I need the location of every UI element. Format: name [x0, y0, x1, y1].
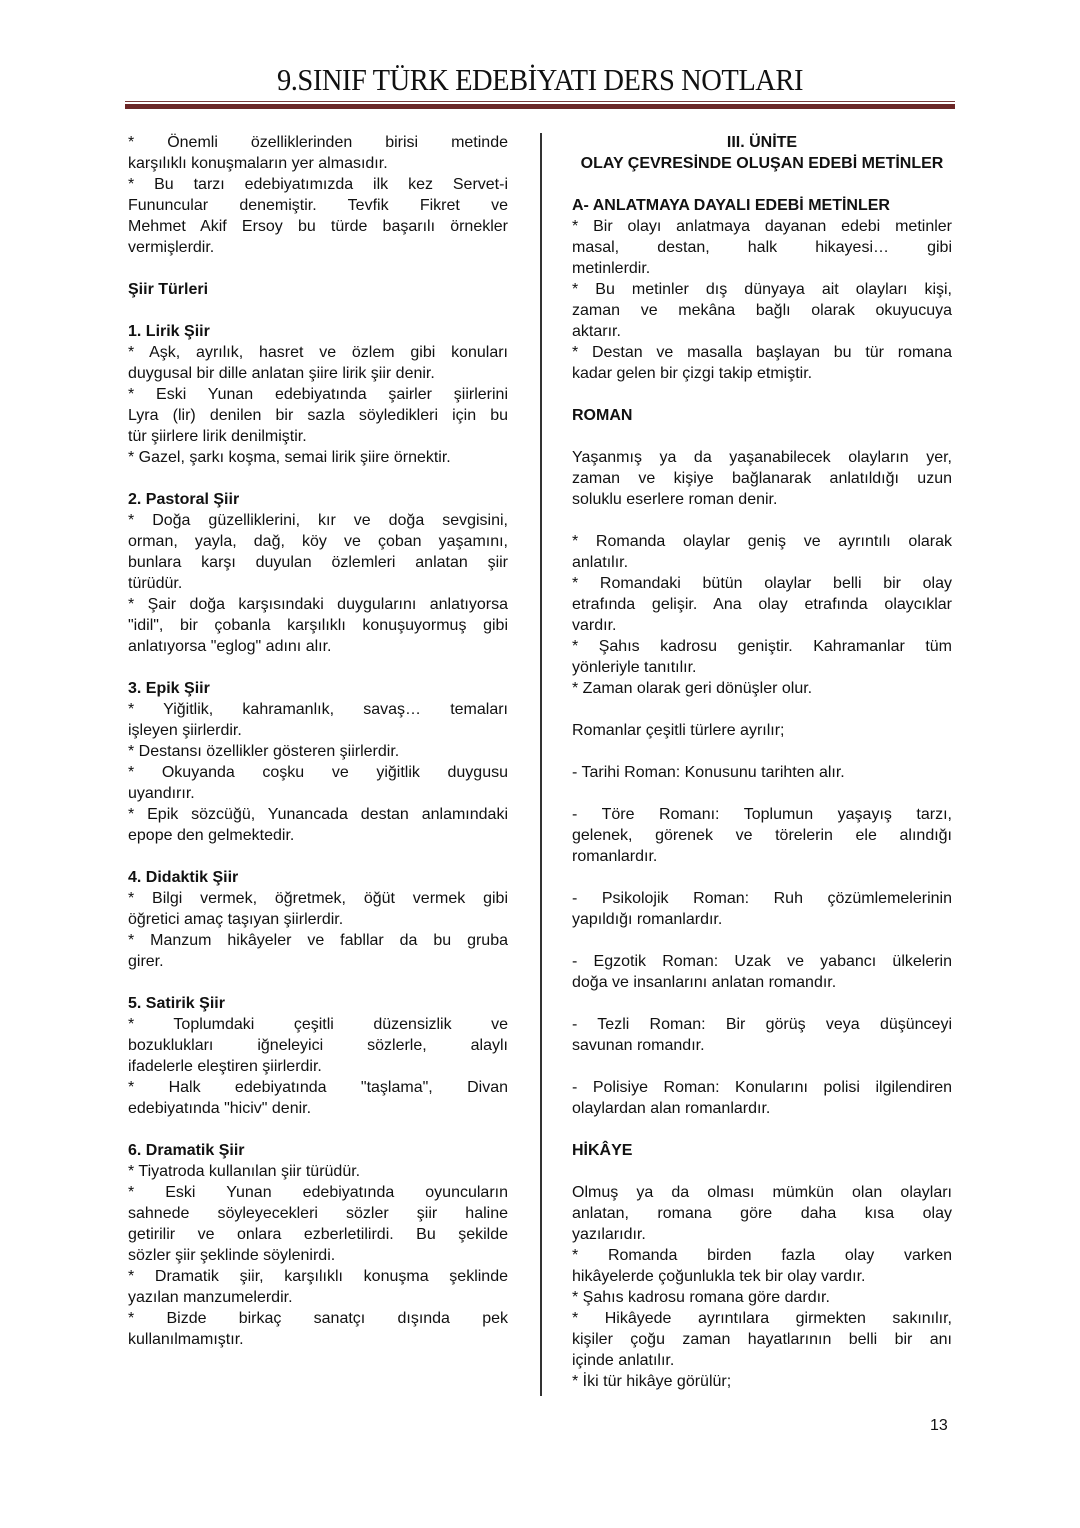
paragraph-line: Yaşanmış ya da yaşanabilecek olayların yer, — [572, 449, 952, 466]
page-number: 13 — [930, 1417, 948, 1434]
paragraph-line: yönleriyle tanıtılır. — [572, 659, 697, 676]
spacer — [128, 300, 508, 321]
spacer — [572, 1161, 952, 1182]
paragraph-line: * Önemli özelliklerinden birisi metinde — [128, 134, 508, 151]
paragraph-line: içinde anlatılır. — [572, 1352, 675, 1369]
paragraph-line: romanlardır. — [572, 848, 658, 865]
paragraph-line: kadar gelen bir çizgi takip etmiştir. — [572, 365, 813, 382]
spacer — [572, 993, 952, 1014]
paragraph-line: - Töre Romanı: Toplumun yaşayış tarzı, — [572, 806, 952, 823]
paragraph-line: işleyen şiirlerdir. — [128, 722, 242, 739]
spacer — [128, 657, 508, 678]
paragraph-line: anlatıyorsa "eglog" adını alır. — [128, 638, 332, 655]
paragraph-line: uyandırır. — [128, 785, 195, 802]
paragraph-line: Fununcular denemiştir. Tevfik Fikret ve — [128, 197, 508, 214]
paragraph-line: * Gazel, şarkı koşma, semai lirik şiire örnektir. — [128, 449, 451, 466]
header-rule — [125, 104, 955, 109]
paragraph-line: yazılan manzumelerdir. — [128, 1289, 293, 1306]
paragraph-line: * Romandaki bütün olaylar belli bir olay — [572, 575, 952, 592]
spacer — [128, 258, 508, 279]
paragraph-line: * İki tür hikâye görülür; — [572, 1373, 732, 1390]
paragraph-line: * Bizde birkaç sanatçı dışında pek — [128, 1310, 508, 1327]
spacer — [572, 1119, 952, 1140]
paragraph-line: vermişlerdir. — [128, 239, 215, 256]
paragraph-line: * Bilgi vermek, öğretmek, öğüt vermek gibi — [128, 890, 508, 907]
paragraph-line: - Egzotik Roman: Uzak ve yabancı ülkelerin — [572, 953, 952, 970]
paragraph-line: "idil", bir çobanla karşılıklı konuşuyormuş gibi — [128, 617, 508, 634]
paragraph-line: * Doğa güzelliklerini, kır ve doğa sevgisini, — [128, 512, 508, 529]
paragraph-line: yazılarıdır. — [572, 1226, 646, 1243]
spacer — [572, 426, 952, 447]
paragraph-line: * Zaman olarak geri dönüşler olur. — [572, 680, 813, 697]
paragraph-line: * Şahıs kadrosu geniştir. Kahramanlar tüm — [572, 638, 952, 655]
section-heading: Şiir Türleri — [128, 281, 209, 298]
section-heading: 1. Lirik Şiir — [128, 323, 210, 340]
paragraph-line: * Eski Yunan edebiyatında şairler şiirlerini — [128, 386, 508, 403]
paragraph-line: doğa ve insanlarını anlatan romandır. — [572, 974, 837, 991]
spacer — [572, 1056, 952, 1077]
paragraph-line: olaylardan alan romanlardır. — [572, 1100, 771, 1117]
paragraph-line: karşılıklı konuşmaların yer almasıdır. — [128, 155, 388, 172]
paragraph-line: getirilir ve onlara ezberletilirdi. Bu şekilde — [128, 1226, 508, 1243]
section-heading: 2. Pastoral Şiir — [128, 491, 240, 508]
paragraph-line: bunlara karşı duyulan özlemleri anlatan şiir — [128, 554, 508, 571]
paragraph-line: * Eski Yunan edebiyatında oyuncuların — [128, 1184, 508, 1201]
paragraph-line: * Bir olayı anlatmaya dayanan edebi metinler — [572, 218, 952, 235]
paragraph-line: epope den gelmektedir. — [128, 827, 295, 844]
paragraph-line: zaman ve kişiye bağlanarak anlatıldığı uzun — [572, 470, 952, 487]
spacer — [572, 699, 952, 720]
paragraph-line: * Şahıs kadrosu romana göre dardır. — [572, 1289, 830, 1306]
section-heading: A- ANLATMAYA DAYALI EDEBİ METİNLER — [572, 197, 890, 214]
paragraph-line: * Bu tarzı edebiyatımızda ilk kez Servet-i — [128, 176, 508, 193]
paragraph-line: * Halk edebiyatında "taşlama", Divan — [128, 1079, 508, 1096]
paragraph-line: - Psikolojik Roman: Ruh çözümlemelerinin — [572, 890, 952, 907]
paragraph-line: - Polisiye Roman: Konularını polisi ilgilendiren — [572, 1079, 952, 1096]
section-heading: III. ÜNİTE — [726, 134, 798, 151]
section-heading: HİKÂYE — [572, 1142, 633, 1159]
paragraph-line: * Romanda birden fazla olay varken — [572, 1247, 952, 1264]
spacer — [128, 1119, 508, 1140]
paragraph-line: duygusal bir dille anlatan şiire lirik şiir denir. — [128, 365, 435, 382]
paragraph-line: * Destan ve masalla başlayan bu tür romana — [572, 344, 952, 361]
paragraph-line: Lyra (lir) denilen bir sazla söyledikleri için bu — [128, 407, 508, 424]
paragraph-line: türüdür. — [128, 575, 183, 592]
paragraph-line: * Yiğitlik, kahramanlık, savaş… temaları — [128, 701, 508, 718]
spacer — [572, 930, 952, 951]
page-title: 9.SINIF TÜRK EDEBİYATI DERS NOTLARI — [276, 62, 804, 97]
paragraph-line: girer. — [128, 953, 164, 970]
spacer — [128, 972, 508, 993]
spacer — [572, 384, 952, 405]
paragraph-line: gelenek, görenek ve törelerin ele alındığı — [572, 827, 952, 844]
spacer — [128, 846, 508, 867]
paragraph-line: aktarır. — [572, 323, 621, 340]
section-heading: OLAY ÇEVRESİNDE OLUŞAN EDEBİ METİNLER — [580, 155, 944, 172]
paragraph-line: * Aşk, ayrılık, hasret ve özlem gibi konuları — [128, 344, 508, 361]
paragraph-line: * Okuyanda coşku ve yiğitlik duygusu — [128, 764, 508, 781]
paragraph-line: soluklu eserlere roman denir. — [572, 491, 778, 508]
left-column — [128, 132, 508, 1350]
paragraph-line: zaman ve mekâna bağlı olarak okuyucuya — [572, 302, 952, 319]
paragraph-line: vardır. — [572, 617, 617, 634]
paragraph-line: ifadelerle eleştiren şiirlerdir. — [128, 1058, 322, 1075]
paragraph-line: - Tezli Roman: Bir görüş veya düşünceyi — [572, 1016, 952, 1033]
paragraph-line: sahnede söyleyecekleri sözler şiir haline — [128, 1205, 508, 1222]
header-rule-thin — [125, 101, 955, 102]
paragraph-line: * Destansı özellikler gösteren şiirlerdir. — [128, 743, 400, 760]
spacer — [572, 174, 952, 195]
paragraph-line: * Romanda olaylar geniş ve ayrıntılı olarak — [572, 533, 952, 550]
section-heading: 3. Epik Şiir — [128, 680, 210, 697]
paragraph-line: tür şiirlere lirik denilmiştir. — [128, 428, 307, 445]
paragraph-line: * Epik sözcüğü, Yunancada destan anlamındaki — [128, 806, 508, 823]
spacer — [572, 867, 952, 888]
paragraph-line: Romanlar çeşitli türlere ayrılır; — [572, 722, 785, 739]
spacer — [572, 510, 952, 531]
spacer — [572, 783, 952, 804]
paragraph-line: orman, yayla, dağ, köy ve çoban yaşamını, — [128, 533, 508, 550]
paragraph-line: anlatılır. — [572, 554, 629, 571]
paragraph-line: edebiyatında "hiciv" denir. — [128, 1100, 312, 1117]
paragraph-line: masal, destan, halk hikayesi… gibi — [572, 239, 952, 256]
section-heading: 4. Didaktik Şiir — [128, 869, 239, 886]
spacer — [572, 741, 952, 762]
paragraph-line: yapıldığı romanlardır. — [572, 911, 723, 928]
paragraph-line: öğretici amaç taşıyan şiirlerdir. — [128, 911, 344, 928]
section-heading: ROMAN — [572, 407, 633, 424]
paragraph-line: sözler şiir şeklinde söylenirdi. — [128, 1247, 336, 1264]
paragraph-line: * Dramatik şiir, karşılıklı konuşma şeklinde — [128, 1268, 508, 1285]
paragraph-line: hikâyelerde çoğunlukla tek bir olay vardır. — [572, 1268, 866, 1285]
section-heading: 6. Dramatik Şiir — [128, 1142, 245, 1159]
paragraph-line: metinlerdir. — [572, 260, 651, 277]
right-column — [572, 132, 952, 1392]
paragraph-line: kullanılmamıştır. — [128, 1331, 244, 1348]
paragraph-line: * Hikâyede ayrıntılara girmekten sakınılır, — [572, 1310, 952, 1327]
paragraph-line: * Toplumdaki çeşitli düzensizlik ve — [128, 1016, 508, 1033]
spacer — [128, 468, 508, 489]
paragraph-line: * Bu metinler dış dünyaya ait olayları kişi, — [572, 281, 952, 298]
paragraph-line: anlatan, romana göre daha kısa olay — [572, 1205, 952, 1222]
paragraph-line: bozuklukları iğneleyici sözlerle, alaylı — [128, 1037, 508, 1054]
paragraph-line: etrafında gelişir. Ana olay etrafında olaycıklar — [572, 596, 952, 613]
paragraph-line: savunan romandır. — [572, 1037, 705, 1054]
paragraph-line: * Tiyatroda kullanılan şiir türüdür. — [128, 1163, 361, 1180]
paragraph-line: Olmuş ya da olması mümkün olan olayları — [572, 1184, 952, 1201]
paragraph-line: * Şair doğa karşısındaki duygularını anlatıyorsa — [128, 596, 508, 613]
paragraph-line: - Tarihi Roman: Konusunu tarihten alır. — [572, 764, 845, 781]
paragraph-line: Mehmet Akif Ersoy bu türde başarılı örnekler — [128, 218, 508, 235]
paragraph-line: * Manzum hikâyeler ve fabllar da bu gruba — [128, 932, 508, 949]
column-divider — [540, 133, 542, 1396]
paragraph-line: kişiler çoğu zaman hayatlarının belli bir anı — [572, 1331, 952, 1348]
section-heading: 5. Satirik Şiir — [128, 995, 225, 1012]
